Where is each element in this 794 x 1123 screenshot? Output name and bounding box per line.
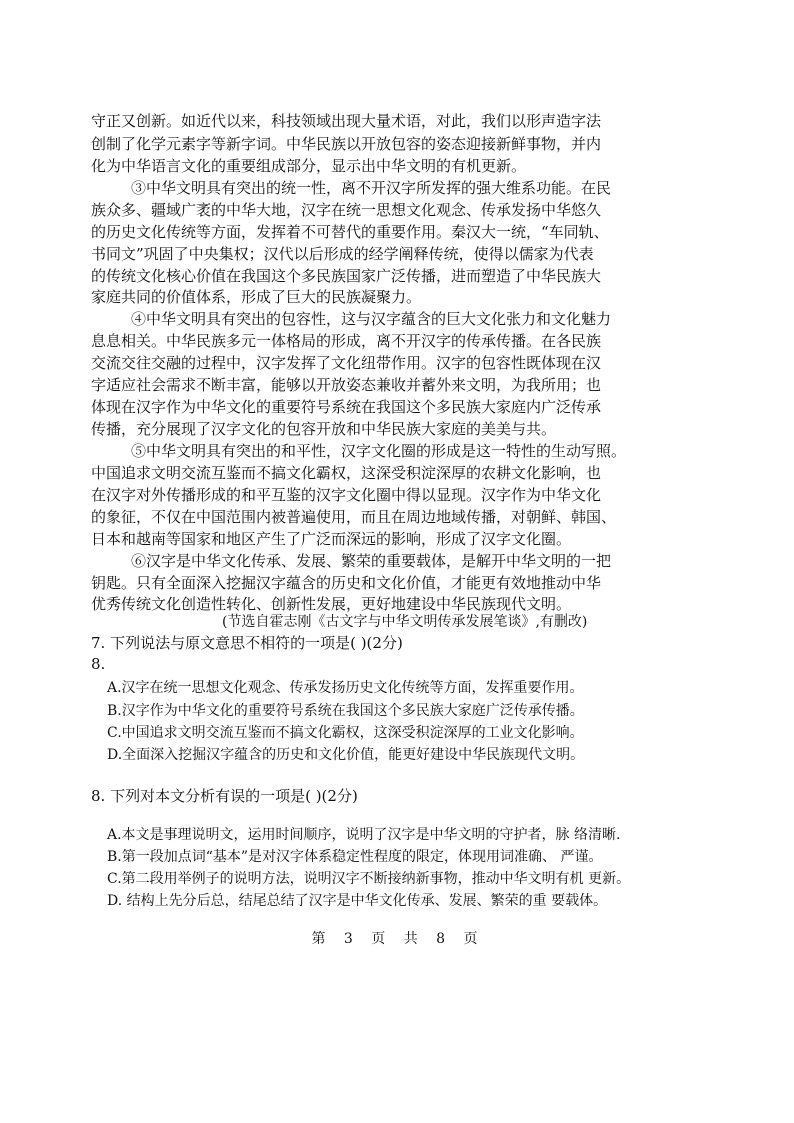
passage-line: 家庭共同的价值体系，形成了巨大的民族凝聚力。 <box>91 288 422 306</box>
passage-line: 优秀传统文化创造性转化、创新性发展，更好地建设中华民族现代文明。 <box>91 595 572 613</box>
passage-line: ⑤中华文明具有突出的和平性，汉字文化圈的形成是这一特性的生动写照。 <box>131 442 627 460</box>
passage-line: 钥匙。只有全面深入挖掘汉字蕴含的历史和文化价值，才能更有效地推动中华 <box>91 574 602 592</box>
q7-option-b: B.汉字作为中华文化的重要符号系统在我国这个多民族大家庭广泛传承传播。 <box>107 703 584 719</box>
passage-line: 传播，充分展现了汉字文化的包容开放和中华民族大家庭的美美与共。 <box>91 420 557 438</box>
passage-line: ⑥汉字是中华文化传承、发展、繁荣的重要载体，是解开中华文明的一把 <box>131 552 612 570</box>
question-7-stem: 7. 下列说法与原文意思不相符的一项是( )(2分) <box>91 634 403 652</box>
passage-line: 在汉字对外传播形成的和平互鉴的汉字文化圈中得以显现。汉字作为中华文化 <box>91 486 602 504</box>
passage-line: 族众多、疆域广袤的中华大地，汉字在统一思想文化观念、传承发扬中华悠久 <box>91 201 602 219</box>
passage-line: 化为中华语言文化的重要组成部分，显示出中华文明的有机更新。 <box>91 157 527 175</box>
page-number-footer: 第 3 页 共 8 页 <box>311 931 483 947</box>
q7-option-a: A.汉字在统一思想文化观念、传承发扬历史文化传统等方面，发挥重要作用。 <box>107 680 584 696</box>
q7-option-c: C.中国追求文明交流互鉴而不搞文化霸权，这深受积淀深厚的工业文化影响。 <box>107 725 584 741</box>
passage-line: 中国追求文明交流互鉴而不搞文化霸权，这深受积淀深厚的农耕文化影响，也 <box>91 464 602 482</box>
passage-line: 创制了化学元素字等新字词。中华民族以开放包容的姿态迎接新鲜事物，并内 <box>91 135 602 153</box>
passage-line: ④中华文明具有突出的包容性，这与汉字蕴含的巨大文化张力和文化魅力 <box>131 310 612 328</box>
passage-line: 息息相关。中华民族多元一体格局的形成，离不开汉字的传承传播。在各民族 <box>91 332 602 350</box>
passage-line: 守正又创新。如近代以来，科技领域出现大量术语，对此，我们以形声造字法 <box>91 112 602 130</box>
passage-line: 字适应社会需求不断丰富，能够以开放姿态兼收并蓄外来文明，为我所用；也 <box>91 376 602 394</box>
q8-option-d: D. 结构上先分后总，结尾总结了汉字是中华文化传承、发展、繁荣的重 要载体。 <box>107 893 608 909</box>
question-8-stem: 8. 下列对本文分析有误的一项是( )(2分) <box>91 787 358 805</box>
q8-option-c: C.第二段用举例子的说明方法，说明汉字不断接纳新事物，推动中华文明有机 更新。 <box>107 871 631 887</box>
passage-line: 的象征，不仅在中国范围内被普遍使用，而且在周边地域传播，对朝鲜、韩国、 <box>91 508 617 526</box>
q8-option-b: B.第一段加点词“基本”是对汉字体系稳定性程度的限定，体现用词准确、 严谨。 <box>107 849 603 865</box>
passage-line: 书同文”巩固了中央集权；汉代以后形成的经学阐释传统，使得以儒家为代表 <box>91 245 594 263</box>
passage-line: 日本和越南等国家和地区产生了广泛而深远的影响，形成了汉字文化圈。 <box>91 530 572 548</box>
q8-option-a: A.本文是事理说明文，运用时间顺序，说明了汉字是中华文明的守护者，脉 络清晰. <box>107 827 621 843</box>
passage-line: ③中华文明具有突出的统一性，离不开汉字所发挥的强大维系功能。在民 <box>131 179 612 197</box>
passage-line: 的传统文化核心价值在我国这个多民族国家广泛传播，进而塑造了中华民族大 <box>91 267 602 285</box>
q7-option-d: D.全面深入挖掘汉字蕴含的历史和文化价值，能更好建设中华民族现代文明。 <box>107 747 585 763</box>
question-number-line: 8. <box>91 655 106 673</box>
passage-line: 体现在汉字作为中华文化的重要符号系统在我国这个多民族大家庭内广泛传承 <box>91 398 602 416</box>
passage-source: (节选自霍志刚《古文字与中华文明传承发展笔谈》,有删改) <box>222 614 588 630</box>
passage-line: 的历史文化传统等方面，发挥着不可替代的重要作用。秦汉大一统，“车同轨、 <box>91 223 609 241</box>
passage-line: 交流交往交融的过程中，汉字发挥了文化纽带作用。汉字的包容性既体现在汉 <box>91 354 602 372</box>
